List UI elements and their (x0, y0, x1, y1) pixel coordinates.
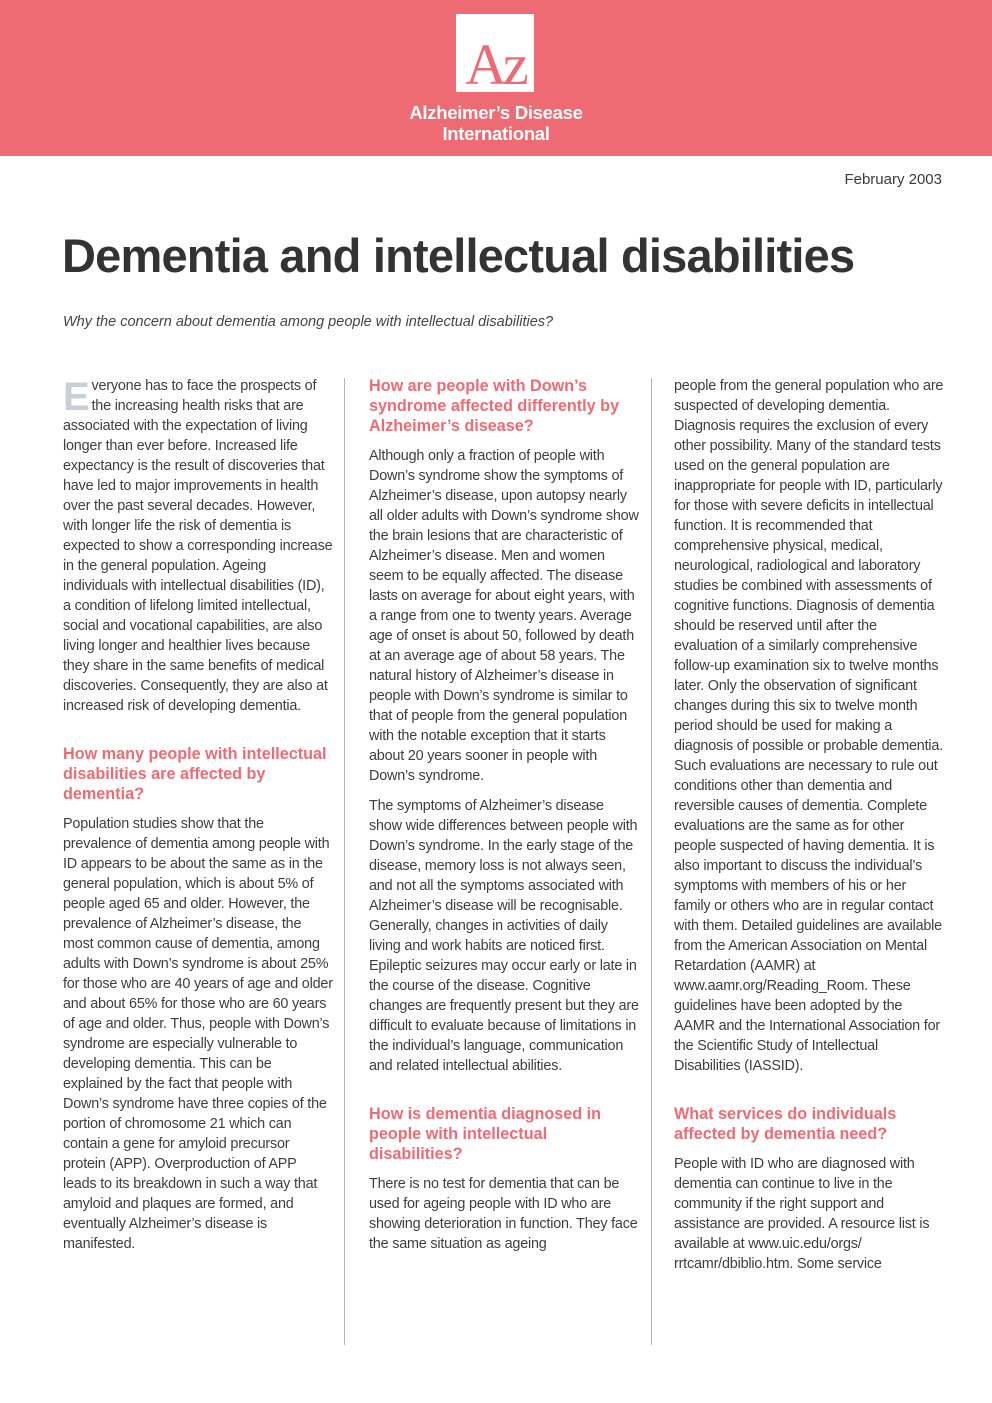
organization-name (0, 102, 992, 144)
publication-date: February 2003 (844, 171, 942, 188)
prevalence-paragraph: Population studies show that the prevalence of dementia among people with ID appears to be about the same as in the general population, which is about 5% of people aged 65 and older. However, the prevalence of Alzheimer’s disease, the most common cause of dementia, among adults with Down’s syndrome is about 25% for those who are 40 years of age and older and about 65% for those who are 60 years of age and older. Thus, people with Down’s syndrome are especially vulnerable to developing dementia. This can be explained by the fact that people with Down’s syndrome have three copies of the portion of chromosome 21 which can contain a gene for amyloid precursor protein (APP). Overproduction of APP leads to its breakdown in such a way that amyloid and plaques are formed, and eventually Alzheimer’s disease is manifested. (63, 816, 333, 1252)
drop-cap: E (63, 375, 90, 419)
header-band (0, 0, 992, 156)
org-name-line2: International (442, 123, 550, 144)
column-1 (63, 376, 333, 1264)
diagnosis-continued-paragraph: people from the general population who are suspected of developing dementia. Diagnosis requires the exclusion of every other possibility. Many of the standard tests used on the general population are inappropriate for people with ID, particularly for those with severe deficits in intellectual function. It is recommended that comprehensive physical, medical, neurological, radiological and laboratory studies be combined with assessments of cognitive functions. Diagnosis of dementia should be reserved until after the evaluation of a similarly comprehensive follow-up examination six to twelve months later. Only the observation of significant changes during this six to twelve month period should be used for making a diagnosis of possible or probable dementia. Such evaluations are necessary to rule out conditions other than dementia and reversible causes of dementia. Complete evaluations are the same as for other people suspected of having dementia. It is also important to discuss the individual’s symptoms with members of his or her family or others who are in regular contact with them. Detailed guidelines are available from the American Association on Mental Retardation (AAMR) at www.aamr.org/Reading_Room. These guidelines have been adopted by the AAMR and the International Association for the Scientific Study of Intellectual Disabilities (IASSID). (674, 378, 944, 1074)
downs-syndrome-paragraph-1: Although only a fraction of people with Down’s syndrome show the symptoms of Alzheimer’s disease, upon autopsy nearly all older adults with Down’s syndrome show the brain lesions that are characteristic of Alzheimer’s disease. Men and women seem to be equally affected. The disease lasts on average for about eight years, with a range from one to twenty years. Average age of onset is about 50, followed by death at an average age of about 58 years. The natural history of Alzheimer’s disease in people with Down’s syndrome is similar to that of people from the general population with the notable exception that it starts about 20 years sooner in people with Down’s syndrome. (369, 448, 639, 784)
column-2 (369, 376, 639, 1264)
section-heading-prevalence: How many people with intellectual disabilities are affected by dementia? (63, 745, 327, 803)
column-divider-1 (344, 378, 345, 1345)
org-name-line1: Alzheimer’s Disease (409, 102, 583, 123)
section-heading-diagnosis: How is dementia diagnosed in people with intellectual disabilities? (369, 1105, 602, 1163)
intro-paragraph (63, 376, 333, 716)
logo-mark: Az (465, 32, 525, 92)
az-logo-icon (456, 14, 534, 92)
column-divider-2 (651, 378, 652, 1345)
section-heading-services: What services do individuals affected by dementia need? (674, 1105, 897, 1143)
section-heading-downs-syndrome: How are people with Down’s syndrome affected differently by Alzheimer’s disease? (369, 377, 620, 435)
intro-text: veryone has to face the prospects of the increasing health risks that are associated with the expectation of living longer than ever before. Increased life expectancy is the result of discoveries that have led to major improvements in health over the past several decades. However, with longer life the risk of dementia is expected to show a corresponding increase in the general population. Ageing individuals with intellectual disabilities (ID), a condition of lifelong limited intellectual, social and vocational capabilities, are also living longer and healthier lives because they share in the same benefits of medical discoveries. Consequently, they are also at increased risk of developing dementia. (63, 378, 333, 714)
column-3 (674, 376, 944, 1284)
downs-syndrome-paragraph-2: The symptoms of Alzheimer’s disease show wide differences between people with Down’s syndrome. In the early stage of the disease, memory loss is not always seen, and not all the symptoms associated with Alzheimer’s disease will be recognisable. Generally, changes in activities of daily living and work habits are noticed first. Epileptic seizures may occur early or late in the course of the disease. Cognitive changes are frequently present but they are difficult to evaluate because of limitations in the individual’s language, communication and related intellectual abilities. (369, 798, 639, 1074)
page-subtitle: Why the concern about dementia among people with intellectual disabilities? (63, 314, 554, 330)
page-title: Dementia and intellectual disabilities (62, 229, 855, 282)
services-paragraph: People with ID who are diagnosed with dementia can continue to live in the community if the right support and assistance are provided. A resource list is available at www.uic.edu/orgs/ rrtcamr/dbiblio.htm. Some service (674, 1156, 930, 1272)
diagnosis-paragraph: There is no test for dementia that can be used for ageing people with ID who are showing deterioration in function. They face the same situation as ageing (369, 1176, 638, 1252)
